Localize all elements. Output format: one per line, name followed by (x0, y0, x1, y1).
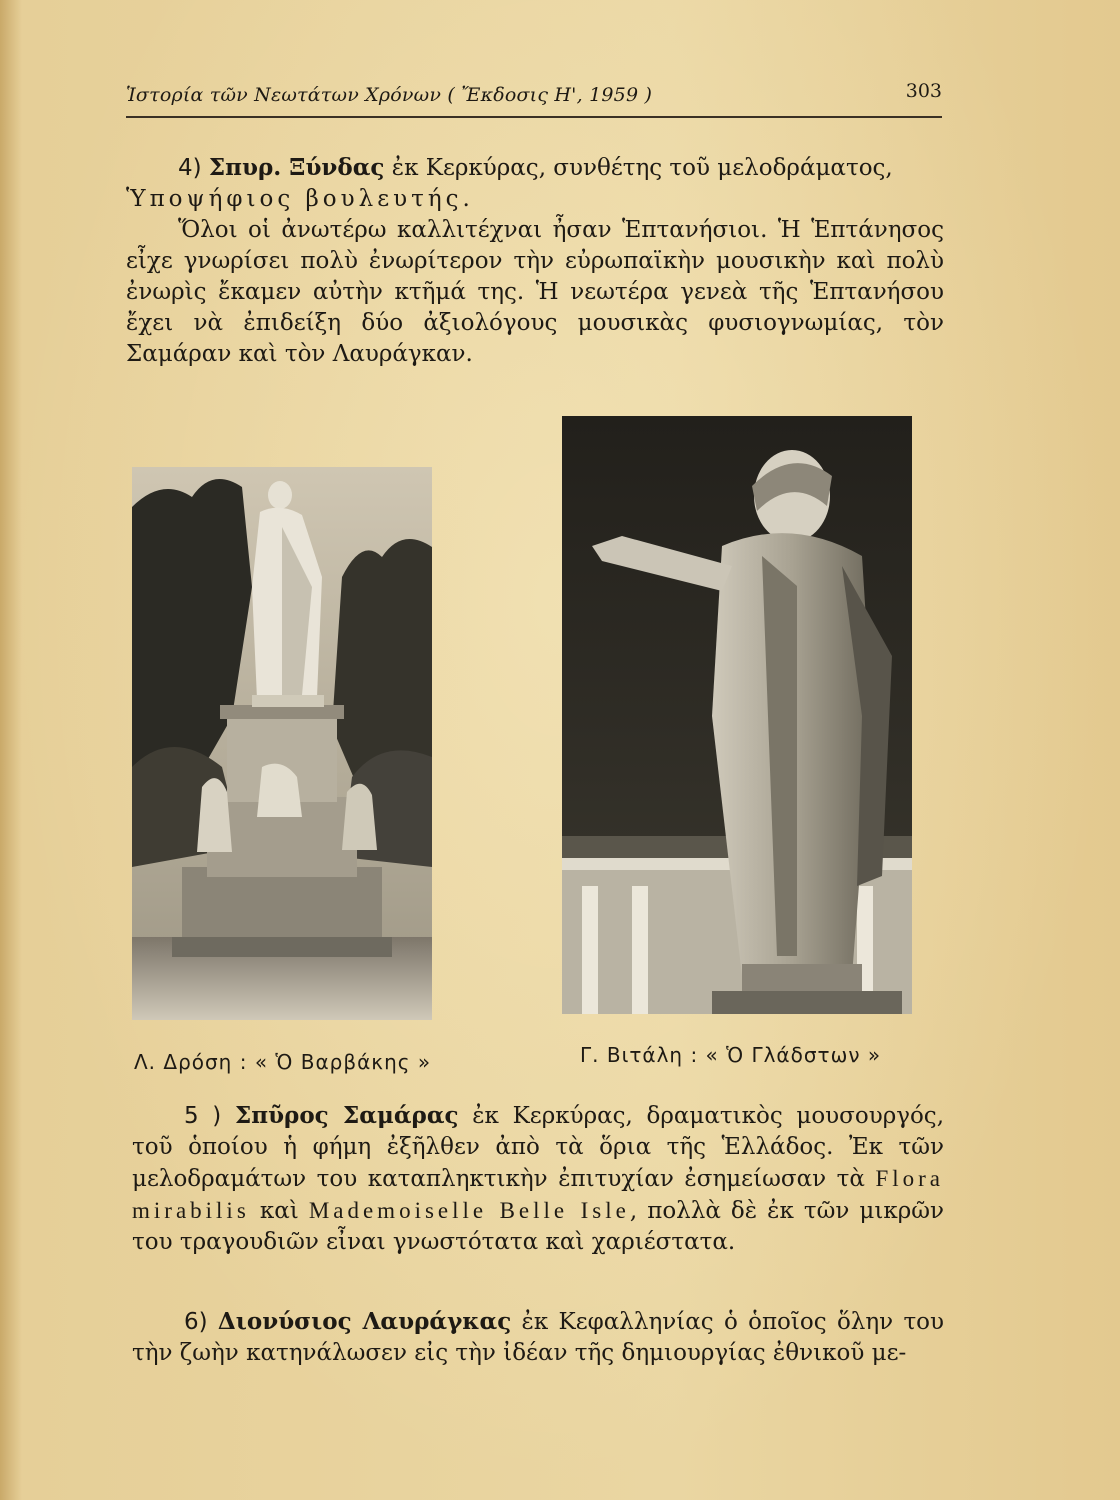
statue-gladstone-image (562, 416, 912, 1014)
section-6 (132, 1306, 944, 1369)
section-4-number: 4) (178, 155, 202, 181)
figure-left-photo (132, 467, 432, 1020)
section-4-paragraph: Ὅλοι οἱ ἀνωτέρω καλλιτέχναι ἦσαν Ἑπτανήσιοι. Ἡ Ἑπτάνησος εἶχε γνωρίσει πολὺ ἐνωρίτερον τὴν εὐρωπαϊκὴν μουσικὴν καὶ πολὺ ἐνωρὶς ἔκαμεν αὐτὴν κτῆμά της. Ἡ νεωτέρα γενεὰ τῆς Ἑπτανήσου ἔχει νὰ ἐπιδείξη δύο ἀξιολόγους μουσικὰς φυσιογνωμίας, τὸν Σαμάραν καὶ τὸν Λαυράγκαν. (126, 217, 944, 367)
section-5 (132, 1100, 944, 1258)
running-title: Ἱστορία τῶν Νεωτάτων Χρόνων ( Ἔκδοσις Η', 1959 ) (126, 84, 653, 106)
section-5-conjunction: καὶ (249, 1198, 309, 1224)
section-5-work-2: Mademoiselle Belle Isle (308, 1198, 630, 1223)
figure-left-caption: Λ. Δρόση : « Ὁ Βαρβάκης » (134, 1050, 432, 1074)
statue-varvakis-image (132, 467, 432, 1020)
section-6-number: 6) (184, 1309, 208, 1335)
section-4-spaced-title: Ὑποψήφιος βουλευτής. (126, 186, 474, 212)
section-6-text: ἐκ Κεφαλληνίας ὁ ὁποῖος ὅλην του τὴν ζωὴν κατηνάλωσεν εἰς τὴν ἰδέαν τῆς δημιουργίας ἐθνικοῦ με- (132, 1309, 945, 1366)
section-5-work-1: Flora mirabilis (132, 1166, 944, 1223)
figure-right-caption: Γ. Βιτάλη : « Ὁ Γλάδστων » (580, 1043, 882, 1067)
section-5-number: 5 ) (184, 1103, 222, 1129)
page-header (126, 76, 942, 118)
figure-right-photo (562, 416, 912, 1014)
section-6-name: Διονύσιος Λαυράγκας (217, 1308, 512, 1335)
section-4-text: ἐκ Κερκύρας, συνθέτης τοῦ μελοδράματος, (384, 155, 893, 181)
section-4-name: Σπυρ. Ξύνδας (208, 154, 385, 181)
section-5-text-a: ἐκ Κερκύρας, δραματικὸς μουσουργός, τοῦ ὁποίου ἡ φήμη ἐξῆλθεν ἀπὸ τὰ ὅρια τῆς Ἑλλάδος. Ἐκ τῶν μελοδραμάτων του καταπληκτικὴν ἐπιτυχίαν ἐσημείωσαν τὰ (132, 1103, 945, 1192)
section-4 (126, 152, 944, 370)
page-number: 303 (905, 80, 942, 102)
section-5-name: Σπῦρος Σαμάρας (234, 1102, 459, 1129)
section-5-text-b: , πολλὰ δὲ ἐκ τῶν μικρῶν του τραγουδιῶν εἶναι γνωστότατα καὶ χαριέστατα. (132, 1198, 945, 1255)
